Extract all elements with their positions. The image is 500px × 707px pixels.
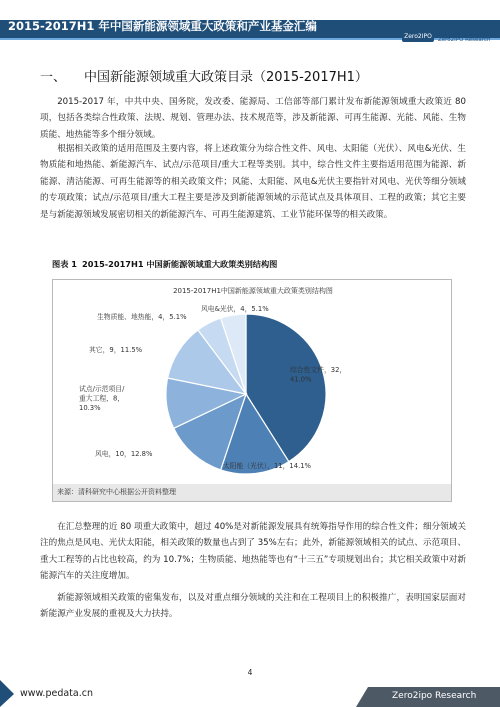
chart-title: 2015-2017H1中国新能源领域重大政策类别结构图 xyxy=(173,287,333,295)
paragraph-1: 2015-2017 年，中共中央、国务院，发改委、能源局、工信部等部门累计发布新能源领域重大政策近 80 项，包括各类综合性政策、法规、规划、管理办法、技术规范等，涉及新能源、可再生能源、光能、风能、生物质能、地热能等多个细分领域。 xyxy=(40,97,466,140)
pie-chart xyxy=(53,280,453,485)
page-number: 4 xyxy=(247,668,253,677)
page-header xyxy=(0,0,500,43)
pie-slice-label: 风电&光伏，4，5.1% xyxy=(201,305,269,313)
section-heading xyxy=(40,66,368,85)
pie-slice-label: 风电，10，12.8% xyxy=(95,450,153,458)
pie-slice-label: 综合性文件，32， 41.0% xyxy=(290,366,347,384)
section-number: 一、 xyxy=(40,70,67,85)
footer-band-tip xyxy=(356,687,368,707)
pie-slice-label: 其它，9，11.5% xyxy=(89,346,143,354)
figure-caption-text: 2015-2017H1 中国新能源领域重大政策类别结构图 xyxy=(82,259,278,269)
paragraph-3: 在汇总整理的近 80 项重大政策中，超过 40%是对新能源发展具有统筹指导作用的综合性文件；细分领域关注的焦点是风电、光伏太阳能，相关政策的数量也占到了 35%左右；此外，新能源领域相关的试点、示范项目、重大工程等的占比也较高，约为 10.7%；生物质能、地热能等也有“十三五”专项规划出台；其它相关政策中对新能源汽车的关注度增加。 xyxy=(40,522,466,582)
footer-left xyxy=(0,680,110,707)
header-title: 2015-2017H1 年中国新能源领域重大政策和产业基金汇编 xyxy=(8,19,317,33)
figure-label: 图表 1 xyxy=(52,259,77,269)
paragraph-2: 根据相关政策的适用范围及主要内容，将上述政策分为综合性文件、风电、太阳能（光伏）、风电&光伏、生物质能和地热能、新能源汽车、试点/示范项目/重大工程等类别。其中，综合性文件主要指适用范围为能源、新能源、清洁能源、可再生能源等的相关政策文件；风能、太阳能、风电&光伏主要指针对风电、光伏等细分领域的专项政策；试点/示范项目/重大工程主要是涉及到新能源领域的示范试点及具体项目、工程的政策；其它主要是与新能源领域发展密切相关的新能源汽车、可再生能源建筑、工业节能环保等的相关政策。 xyxy=(40,144,466,220)
section-title-text: 中国新能源领域重大政策目录（2015-2017H1） xyxy=(84,70,368,85)
pie-slice-label: 太阳能（光伏），11，14.1% xyxy=(223,462,312,470)
chart-container xyxy=(52,279,452,502)
pie-slice-label: 生物质能、地热能，4，5.1% xyxy=(97,313,187,321)
chart-source: 来源：清科研究中心根据公开资料整理 xyxy=(53,484,451,501)
figure-caption xyxy=(52,259,277,270)
logo-mark: Zero2IPO xyxy=(402,31,434,42)
paragraph-4: 新能源领域相关政策的密集发布，以及对重点细分领域的关注和在工程项目上的积极推广，表明国家层面对新能源产业发展的重视及大力扶持。 xyxy=(40,593,466,620)
logo-text-en: Zero2IPO Research xyxy=(438,37,491,43)
footer-triangle xyxy=(0,680,14,707)
footer-url[interactable]: www.pedata.cn xyxy=(20,688,93,699)
logo-text-cn: 清科研究中心 xyxy=(438,30,477,38)
pie-slice-label: 试点/示范项目/重大工程，8， 10.3% xyxy=(79,385,125,412)
footer-brand: Zero2ipo Research xyxy=(392,691,477,701)
